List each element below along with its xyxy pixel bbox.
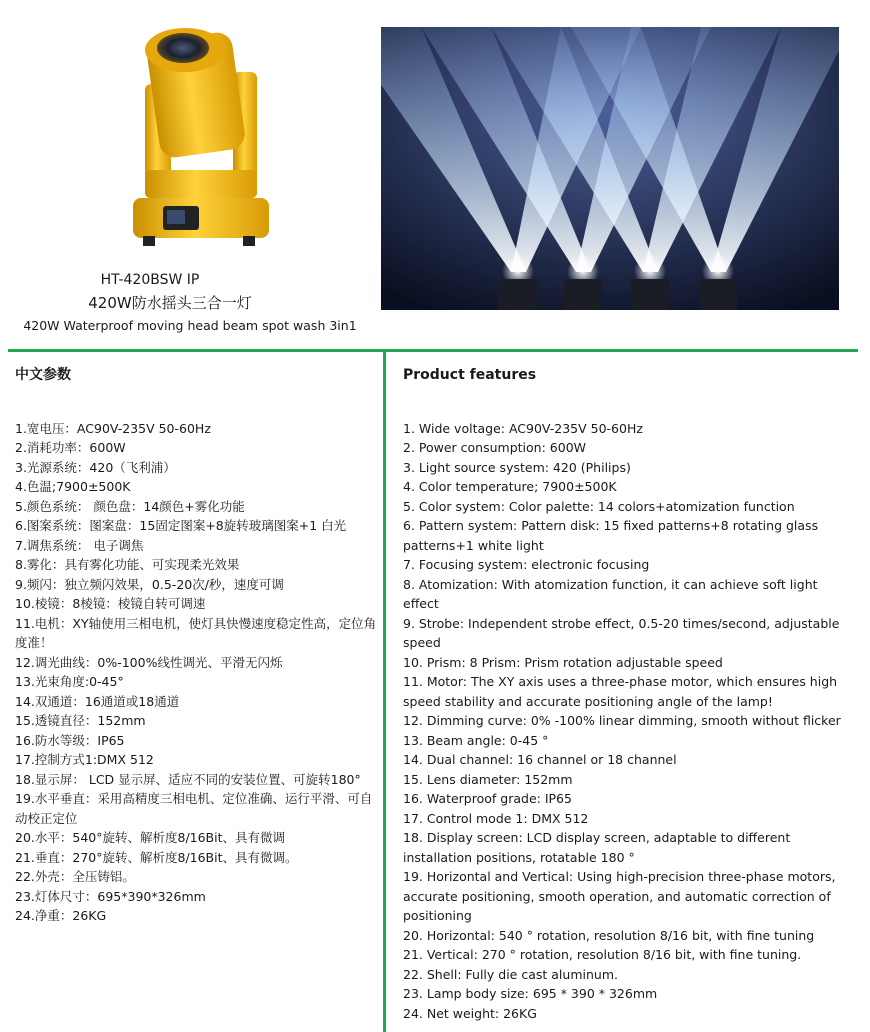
feature-item: 8. Atomization: With atomization function, it can achieve soft light effect [403, 576, 818, 611]
moving-head-fixture-icon [125, 22, 273, 250]
spec-item: 4.色温;7900±500K [15, 479, 131, 494]
feature-item: 13. Beam angle: 0-45 ° [403, 732, 549, 748]
feature-item: 20. Horizontal: 540 ° rotation, resolution 8/16 bit, with fine tuning [403, 927, 815, 943]
feature-item: 18. Display screen: LCD display screen, adaptable to different installation positions, rotatable 180 ° [403, 830, 791, 865]
product-titles [0, 272, 380, 333]
spec-item: 13.光束角度:0-45° [15, 674, 124, 689]
spec-item: 7.调焦系统： 电子调焦 [15, 537, 144, 553]
product-title-en: 420W Waterproof moving head beam spot wash 3in1 [23, 318, 357, 333]
spec-item: 18.显示屏： LCD 显示屏、适应不同的安装位置、可旋转180° [15, 771, 361, 787]
chinese-specs-column [15, 366, 377, 926]
product-title-cn: 420W防水摇头三合一灯 [88, 294, 252, 312]
feature-item: 3. Light source system: 420 (Philips) [403, 459, 631, 475]
spec-item: 2.消耗功率：600W [15, 440, 126, 455]
spec-item: 20.水平：540°旋转、解析度8/16Bit、具有微调 [15, 830, 286, 845]
spec-item: 9.频闪：独立频闪效果，0.5-20次/秒，速度可调 [15, 576, 284, 592]
product-features-heading: Product features [403, 367, 537, 383]
feature-item: 2. Power consumption: 600W [403, 440, 587, 455]
spec-item: 8.雾化：具有雾化功能、可实现柔光效果 [15, 557, 240, 572]
feature-item: 1. Wide voltage: AC90V-235V 50-60Hz [403, 420, 643, 436]
product-model: HT-420BSW IP [100, 272, 200, 288]
feature-item: 4. Color temperature; 7900±500K [403, 479, 617, 494]
spec-item: 22.外壳：全压铸铝。 [15, 869, 135, 884]
feature-item: 19. Horizontal and Vertical: Using high-precision three-phase motors, accurate positioning, smooth operation, and automatic correction of positioning [403, 869, 836, 923]
spec-item: 15.透镜直径：152mm [15, 713, 146, 728]
feature-item: 21. Vertical: 270 ° rotation, resolution 8/16 bit, with fine tuning. [403, 947, 802, 962]
feature-item: 23. Lamp body size: 695 * 390 * 326mm [403, 986, 658, 1001]
feature-item: 10. Prism: 8 Prism: Prism rotation adjustable speed [403, 654, 723, 670]
feature-item: 12. Dimming curve: 0% -100% linear dimming, smooth without flicker [403, 713, 841, 728]
spec-item: 21.垂直：270°旋转、解析度8/16Bit、具有微调。 [15, 849, 298, 865]
beam-effect-photo [381, 27, 839, 310]
feature-item: 9. Strobe: Independent strobe effect, 0.5-20 times/second, adjustable speed [403, 615, 840, 650]
spec-item: 24.净重：26KG [15, 908, 107, 923]
feature-item: 14. Dual channel: 16 channel or 18 channel [403, 752, 677, 767]
spec-item: 19.水平垂直：采用高精度三相电机、定位准确、运行平滑、可自动校正定位 [15, 791, 373, 826]
spec-item: 6.图案系统：图案盘：15固定图案+8旋转玻璃图案+1 白光 [15, 518, 347, 533]
spec-item: 12.调光曲线：0%-100%线性调光、平滑无闪烁 [15, 654, 283, 670]
feature-item: 11. Motor: The XY axis uses a three-phase motor, which ensures high speed stability and accurate positioning angle of the lamp! [403, 674, 838, 709]
spec-item: 10.棱镜：8棱镜：棱镜自转可调速 [15, 596, 206, 611]
feature-item: 7. Focusing system: electronic focusing [403, 557, 650, 572]
spec-item: 17.控制方式1:DMX 512 [15, 752, 154, 767]
horizontal-divider [8, 349, 858, 352]
spec-item: 14.双通道：16通道或18通道 [15, 693, 180, 709]
chinese-specs-heading: 中文参数 [15, 367, 71, 383]
feature-item: 17. Control mode 1: DMX 512 [403, 810, 589, 826]
feature-item: 22. Shell: Fully die cast aluminum. [403, 966, 618, 982]
spec-item: 5.颜色系统： 颜色盘：14颜色+雾化功能 [15, 498, 245, 514]
feature-item: 5. Color system: Color palette: 14 colors+atomization function [403, 498, 795, 514]
feature-item: 15. Lens diameter: 152mm [403, 771, 573, 787]
spec-item: 16.防水等级：IP65 [15, 732, 125, 748]
spec-item: 11.电机：XY轴使用三相电机，使灯具快慢速度稳定性高，定位角度准！ [15, 615, 377, 650]
spec-item: 1.宽电压：AC90V-235V 50-60Hz [15, 420, 211, 436]
feature-item: 6. Pattern system: Pattern disk: 15 fixed patterns+8 rotating glass patterns+1 white light [403, 518, 819, 553]
spec-item: 23.灯体尺寸：695*390*326mm [15, 888, 206, 904]
spec-item: 3.光源系统：420（飞利浦） [15, 459, 176, 475]
vertical-divider [383, 349, 386, 1032]
feature-item: 16. Waterproof grade: IP65 [403, 791, 572, 806]
product-image [125, 22, 273, 250]
feature-item: 24. Net weight: 26KG [403, 1005, 537, 1021]
product-features-column [403, 366, 855, 1023]
